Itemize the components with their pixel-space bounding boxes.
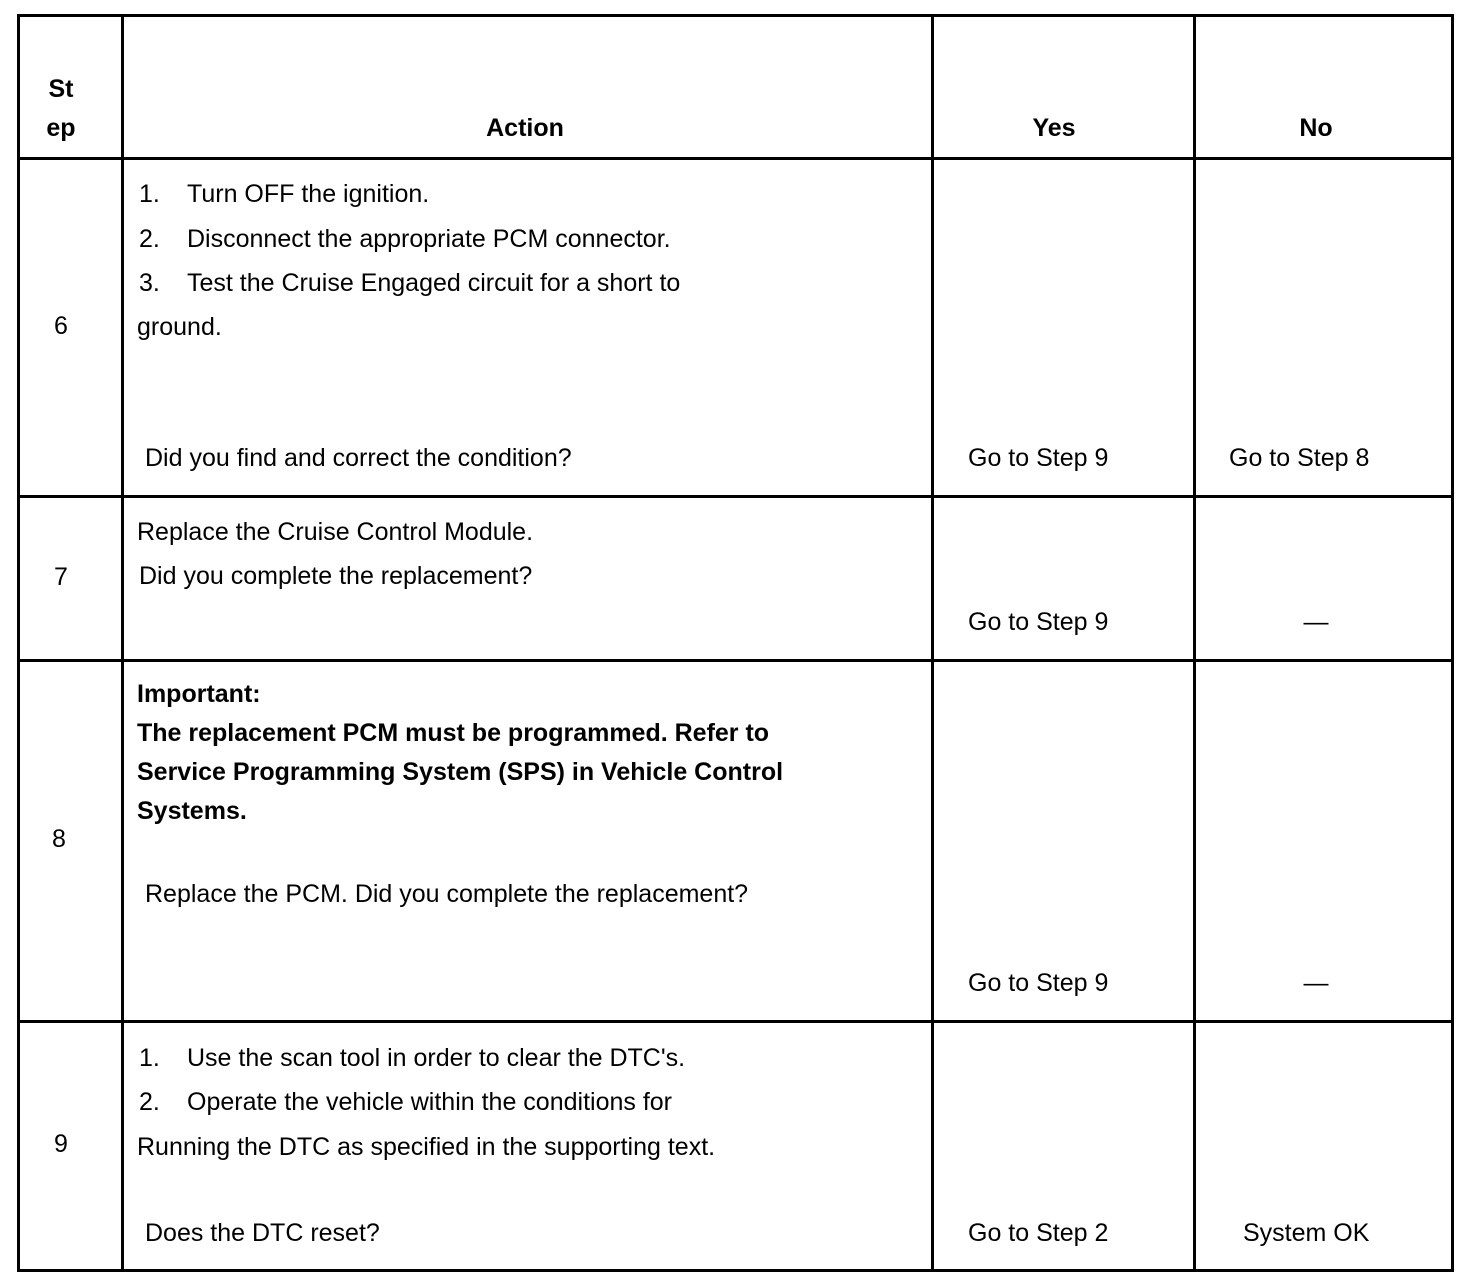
column-divider	[931, 17, 934, 1269]
item-number: 2.	[139, 225, 160, 253]
yes-result: Go to Step 2	[968, 1219, 1109, 1247]
yes-result: Go to Step 9	[968, 969, 1109, 997]
important-text: The replacement PCM must be programmed. Refer to	[137, 719, 770, 747]
important-text: Systems.	[137, 797, 247, 825]
no-result: System OK	[1243, 1219, 1370, 1247]
row-divider	[20, 495, 1451, 498]
important-text: Service Programming System (SPS) in Vehicle Control	[137, 758, 784, 786]
action-question: Did you complete the replacement?	[139, 562, 533, 590]
item-number: 2.	[139, 1088, 160, 1116]
action-item	[139, 268, 680, 298]
action-question: Does the DTC reset?	[145, 1219, 380, 1247]
item-number: 1.	[139, 180, 160, 208]
action-continuation: Running the DTC as specified in the supporting text.	[137, 1133, 716, 1161]
action-item	[139, 224, 671, 254]
item-text: Test the Cruise Engaged circuit for a short to	[187, 269, 681, 297]
yes-result: Go to Step 9	[968, 444, 1109, 472]
action-item	[139, 1087, 672, 1117]
action-question: Did you find and correct the condition?	[145, 444, 572, 472]
no-result: —	[1303, 608, 1329, 636]
action-continuation: ground.	[137, 313, 222, 341]
row-divider	[20, 1020, 1451, 1023]
no-result: —	[1303, 969, 1329, 997]
important-label: Important:	[137, 680, 261, 708]
column-divider	[121, 17, 124, 1269]
row-divider	[20, 157, 1451, 160]
step-number: 7	[54, 563, 68, 591]
action-text: Replace the Cruise Control Module.	[137, 518, 534, 546]
header-action: Action	[486, 114, 564, 142]
header-step-line1: St	[48, 75, 74, 103]
action-question: Replace the PCM. Did you complete the replacement?	[145, 880, 749, 908]
header-no: No	[1299, 114, 1333, 142]
action-item	[139, 1043, 685, 1073]
item-text: Disconnect the appropriate PCM connector.	[187, 225, 671, 253]
header-yes: Yes	[1032, 114, 1076, 142]
header-step-line2: ep	[46, 114, 76, 142]
no-result: Go to Step 8	[1229, 444, 1370, 472]
item-number: 1.	[139, 1044, 160, 1072]
item-text: Operate the vehicle within the conditions for	[187, 1088, 672, 1116]
item-text: Turn OFF the ignition.	[187, 180, 430, 208]
step-number: 8	[52, 825, 66, 853]
column-divider	[1193, 17, 1196, 1269]
yes-result: Go to Step 9	[968, 608, 1109, 636]
action-item	[139, 179, 429, 209]
step-number: 9	[54, 1130, 68, 1158]
row-divider	[20, 659, 1451, 662]
item-number: 3.	[139, 269, 160, 297]
step-number: 6	[54, 312, 68, 340]
item-text: Use the scan tool in order to clear the DTC's.	[187, 1044, 686, 1072]
